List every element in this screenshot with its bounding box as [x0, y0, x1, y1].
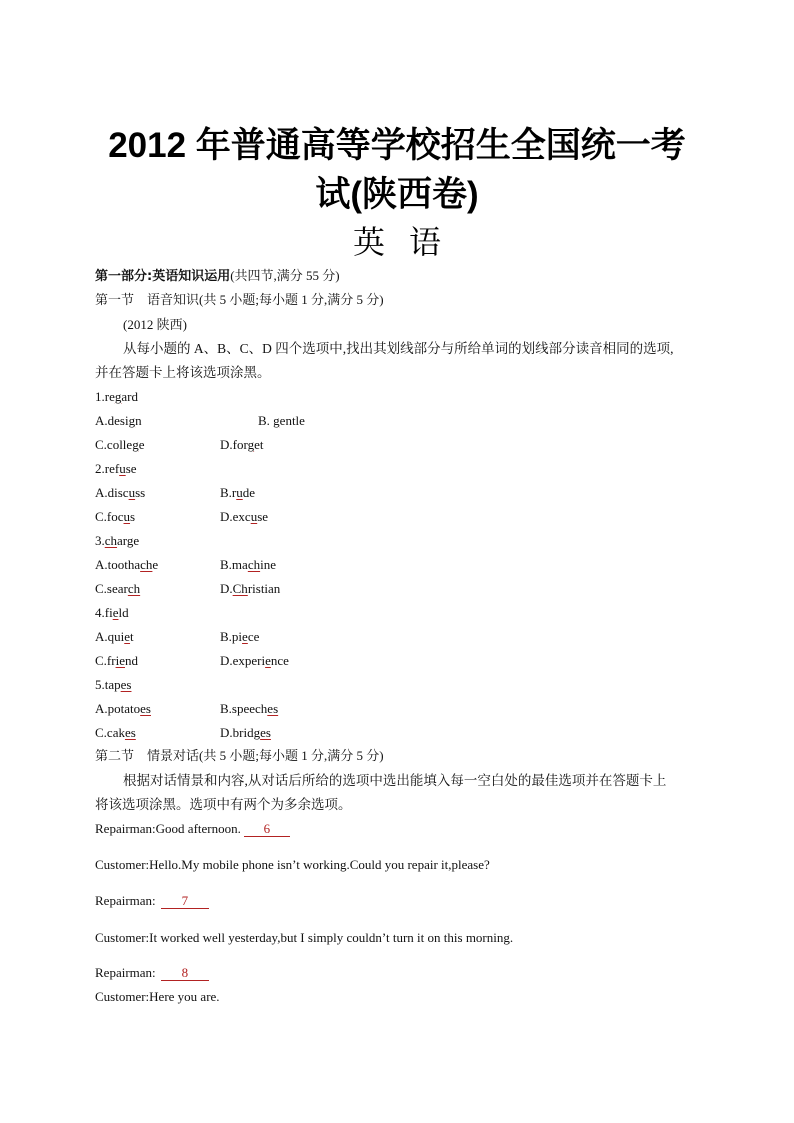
underlined-sound: es — [260, 725, 271, 740]
underlined-sound: g — [273, 413, 280, 428]
dialogue-line — [95, 929, 513, 947]
text-segment: A.desi — [95, 413, 129, 428]
underlined-sound: u — [119, 461, 126, 476]
dialogue-line — [95, 964, 209, 982]
answer-blank[interactable]: 8 — [161, 965, 209, 981]
underlined-sound: e — [112, 605, 119, 620]
underlined-sound: g — [128, 413, 136, 428]
option-a[interactable] — [95, 556, 158, 574]
text-segment: n — [135, 413, 142, 428]
dialogue-line — [95, 820, 290, 838]
underlined-sound: Ch — [232, 581, 248, 596]
option-c[interactable] — [95, 652, 138, 670]
text-segment: nce — [270, 653, 289, 668]
text-segment: 2.ref — [95, 461, 120, 476]
speaker: Repairman: — [95, 893, 156, 908]
option-d[interactable] — [220, 436, 263, 454]
text-segment: et — [254, 437, 264, 452]
text-segment: de — [242, 485, 256, 500]
option-c[interactable] — [95, 724, 136, 742]
dialogue-text — [156, 893, 159, 908]
text-segment: A.qui — [95, 629, 125, 644]
text-segment: arge — [117, 533, 140, 548]
underlined-sound: es — [120, 677, 132, 692]
dialogue-text: Here you are. — [149, 989, 220, 1004]
section1-instruction-line-2: 并在答题卡上将该选项涂黑。 — [95, 365, 271, 380]
text-segment: nd — [124, 653, 138, 668]
text-segment: D. — [220, 581, 233, 596]
speaker: Repairman: — [95, 965, 156, 980]
speaker: Customer: — [95, 930, 150, 945]
text-segment: 3. — [95, 533, 105, 548]
underlined-sound: g — [247, 437, 255, 452]
text-segment: 1.re — [95, 389, 115, 404]
text-segment: e — [152, 557, 159, 572]
text-segment: C.fr — [95, 653, 116, 668]
text-segment: 4.fi — [95, 605, 113, 620]
option-a[interactable] — [95, 412, 142, 430]
text-segment: ce — [247, 629, 260, 644]
question-stem — [95, 604, 129, 622]
text-segment: C.sear — [95, 581, 128, 596]
option-b[interactable] — [220, 628, 259, 646]
text-segment: se — [257, 509, 269, 524]
dialogue-line — [95, 988, 220, 1006]
dialogue-line — [95, 856, 490, 874]
answer-blank[interactable]: 6 — [244, 821, 290, 837]
option-c[interactable] — [95, 436, 144, 454]
underlined-sound: ie — [115, 653, 125, 668]
section2-instruction-line-2: 将该选项涂黑。选项中有两个为多余选项。 — [95, 797, 352, 812]
question-stem — [95, 460, 137, 478]
section2-instruction-line-1: 根据对话情景和内容,从对话后所给的选项中选出能填入每一空白处的最佳选项并在答题卡上 — [123, 773, 667, 788]
speaker: Customer: — [95, 857, 150, 872]
text-segment: A.potato — [95, 701, 141, 716]
option-d[interactable] — [220, 724, 271, 742]
underlined-sound: e — [124, 629, 131, 644]
section1-source: (2012 陕西) — [123, 317, 187, 332]
text-segment: B.speech — [220, 701, 268, 716]
underlined-sound: es — [267, 701, 279, 716]
text-segment: ristian — [247, 581, 281, 596]
text-segment: ss — [135, 485, 146, 500]
underlined-sound: ch — [140, 557, 153, 572]
exam-title-line-2: 试(陕西卷) — [315, 175, 479, 214]
option-c[interactable] — [95, 508, 135, 526]
underlined-sound: e — [242, 629, 248, 644]
option-b[interactable] — [220, 556, 276, 574]
text-segment: B.pi — [220, 629, 243, 644]
underlined-sound: e — [265, 653, 271, 668]
part1-heading-bold: 第一部分:英语知识运用 — [95, 269, 231, 284]
text-segment: ine — [260, 557, 276, 572]
text-segment: B. — [258, 413, 274, 428]
underlined-sound: es — [140, 701, 151, 716]
text-segment: D.for — [220, 437, 248, 452]
text-segment: C.cak — [95, 725, 125, 740]
question-stem — [95, 388, 138, 406]
dialogue-text — [156, 965, 159, 980]
question-stem — [95, 532, 139, 550]
underlined-sound: ch — [104, 533, 118, 548]
option-d[interactable] — [220, 508, 268, 526]
text-segment: A.tootha — [95, 557, 141, 572]
underlined-sound: u — [236, 485, 243, 500]
text-segment: C.foc — [95, 509, 124, 524]
underlined-sound: u — [128, 485, 136, 500]
question-stem — [95, 676, 131, 694]
dialogue-text: Good afternoon. — [155, 821, 241, 836]
text-segment: D.exc — [220, 509, 251, 524]
underlined-sound: g — [114, 389, 122, 404]
section1-heading: 第一节 语音知识(共 5 小题;每小题 1 分,满分 5 分) — [95, 292, 384, 307]
text-segment: t — [130, 629, 134, 644]
dialogue-text: It worked well yesterday,but I simply couldn’t turn it on this morning. — [149, 930, 514, 945]
part1-heading-rest: (共四节,满分 55 分) — [230, 268, 340, 283]
text-segment: s — [130, 509, 136, 524]
option-a[interactable] — [95, 628, 134, 646]
option-b[interactable] — [220, 484, 255, 502]
text-segment: A.disc — [95, 485, 129, 500]
text-segment: C.colle — [95, 437, 133, 452]
text-segment: 5.tap — [95, 677, 121, 692]
underlined-sound: ch — [247, 557, 261, 572]
text-segment: B.r — [220, 485, 237, 500]
option-b[interactable] — [258, 412, 305, 430]
text-segment: B.ma — [220, 557, 248, 572]
option-d[interactable] — [220, 652, 289, 670]
subject-title: 英语 — [352, 223, 465, 261]
exam-title-line-1: 2012 年普通高等学校招生全国统一考 — [108, 126, 686, 165]
option-c[interactable] — [95, 580, 140, 598]
speaker: Repairman: — [95, 821, 156, 836]
section2-heading: 第二节 情景对话(共 5 小题;每小题 1 分,满分 5 分) — [95, 748, 384, 763]
option-a[interactable] — [95, 700, 151, 718]
dialogue-line — [95, 892, 209, 910]
text-segment: D.experi — [220, 653, 266, 668]
text-segment: ard — [121, 389, 138, 404]
text-segment: e — [138, 437, 145, 452]
text-segment: se — [125, 461, 137, 476]
option-d[interactable] — [220, 580, 280, 598]
option-b[interactable] — [220, 700, 278, 718]
text-segment: ld — [118, 605, 129, 620]
speaker: Customer: — [95, 989, 150, 1004]
underlined-sound: g — [132, 437, 139, 452]
answer-blank[interactable]: 7 — [161, 893, 209, 909]
text-segment: entle — [279, 413, 305, 428]
dialogue-text: Hello.My mobile phone isn’t working.Could you repair it,please? — [149, 857, 490, 872]
underlined-sound: u — [250, 509, 258, 524]
underlined-sound: es — [124, 725, 136, 740]
option-a[interactable] — [95, 484, 145, 502]
underlined-sound: u — [123, 509, 131, 524]
underlined-sound: ch — [127, 581, 141, 596]
section1-instruction-line-1: 从每小题的 A、B、C、D 四个选项中,找出其划线部分与所给单词的划线部分读音相同的选项, — [123, 341, 674, 356]
part1-heading — [95, 267, 340, 286]
text-segment: D.bridg — [220, 725, 261, 740]
